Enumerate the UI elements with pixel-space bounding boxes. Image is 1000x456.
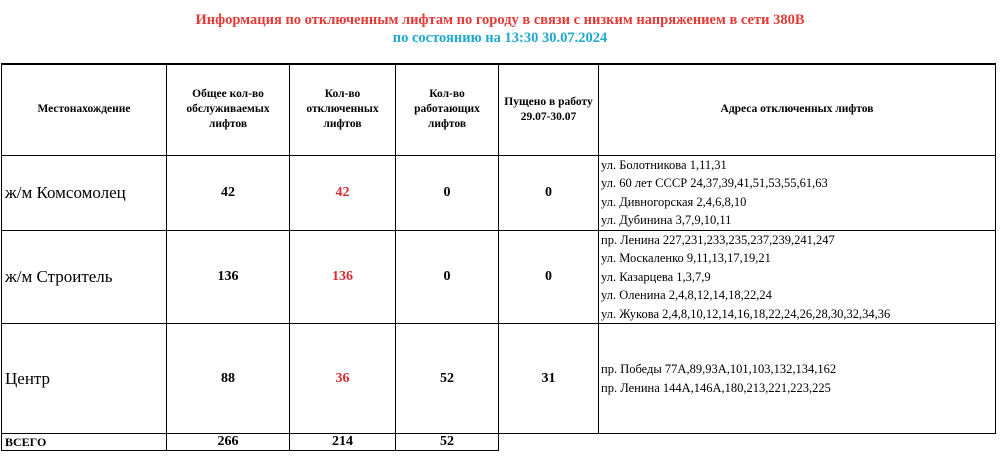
row-working: 0 [396, 155, 499, 230]
header-row [2, 64, 996, 155]
address-line: ул. Оленина 2,4,8,12,14,18,22,24 [601, 288, 772, 302]
address-line: ул. Болотникова 1,11,31 [601, 157, 727, 172]
report-title-line2: по состоянию на 13:30 30.07.2024 [392, 30, 608, 46]
address-line: ул. Казарцева 1,3,7,9 [601, 269, 711, 284]
header-disabled: Кол-во отключенных лифтов [290, 64, 396, 155]
row-addresses [599, 230, 996, 324]
address-line: ул. 60 лет СССР 24,37,39,41,51,53,55,61,63 [601, 176, 828, 190]
table-row [2, 155, 996, 230]
address-line: ул. Жукова 2,4,8,10,12,14,16,18,22,24,26,28,30,32,34,36 [601, 306, 891, 321]
address-line: пр. Ленина 144А,146А,180,213,221,223,225 [601, 380, 831, 395]
address-line: пр. Победы 77А,89,93А,101,103,132,134,162 [601, 362, 837, 376]
row-addresses [599, 324, 996, 434]
empty-cell [599, 434, 996, 451]
row-disabled: 42 [290, 155, 396, 230]
row-location: ж/м Строитель [2, 230, 167, 324]
totals-row [2, 434, 996, 451]
address-line: ул. Дубинина 3,7,9,10,11 [601, 213, 732, 227]
row-total: 42 [167, 155, 290, 230]
totals-total: 266 [167, 434, 290, 451]
address-line: ул. Дивногорская 2,4,6,8,10 [601, 194, 747, 209]
header-working: Кол-во работающих лифтов [396, 64, 499, 155]
report-title-line1: Информация по отключенным лифтам по городу в связи с низким напряжением в сети 380В [195, 12, 805, 28]
header-restored: Пущено в работу 29.07-30.07 [499, 64, 599, 155]
row-restored: 31 [499, 324, 599, 434]
row-disabled: 136 [290, 230, 396, 324]
header-addresses: Адреса отключенных лифтов [599, 64, 996, 155]
totals-working: 52 [396, 434, 499, 451]
totals-disabled: 214 [290, 434, 396, 451]
row-working: 52 [396, 324, 499, 434]
totals-label: ВСЕГО [2, 434, 167, 451]
report-title [0, 11, 1000, 47]
row-restored: 0 [499, 155, 599, 230]
header-total: Общее кол-во обслуживаемых лифтов [167, 64, 290, 155]
row-location: ж/м Комсомолец [2, 155, 167, 230]
row-addresses [599, 155, 996, 230]
row-location: Центр [2, 324, 167, 434]
address-line: пр. Ленина 227,231,233,235,237,239,241,247 [601, 232, 835, 247]
row-total: 88 [167, 324, 290, 434]
table-row [2, 230, 996, 324]
empty-cell [499, 434, 599, 451]
row-disabled: 36 [290, 324, 396, 434]
row-total: 136 [167, 230, 290, 324]
row-restored: 0 [499, 230, 599, 324]
table-row [2, 324, 996, 434]
address-line: ул. Москаленко 9,11,13,17,19,21 [601, 251, 771, 265]
row-working: 0 [396, 230, 499, 324]
header-location: Местонахождение [2, 64, 167, 155]
elevator-table [1, 63, 996, 451]
